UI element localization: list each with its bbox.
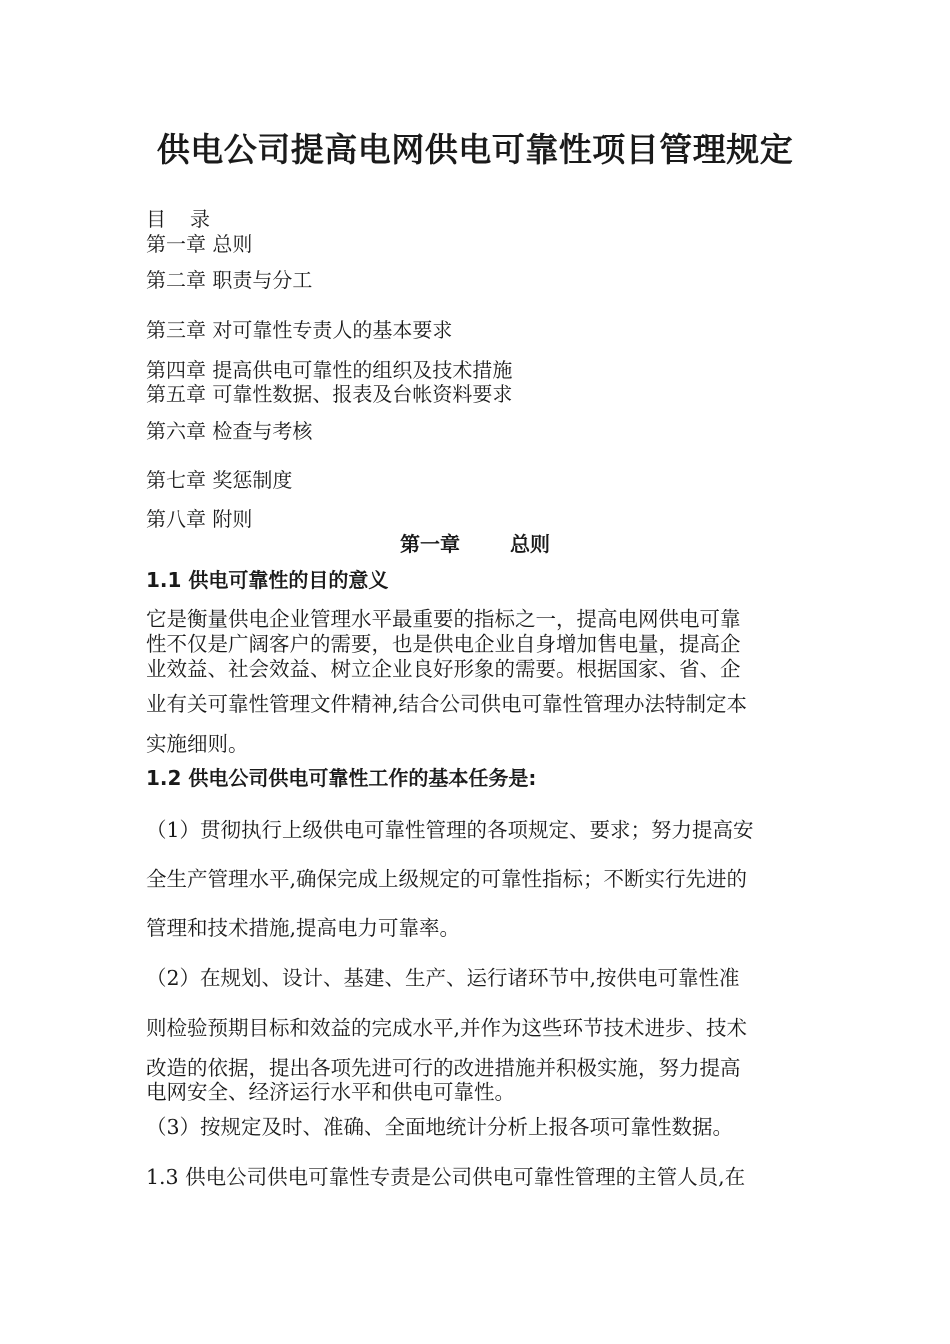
toc-item-chapter-8: 第八章 附则 (146, 507, 253, 531)
toc-item-chapter-7: 第七章 奖惩制度 (146, 468, 293, 492)
paragraph-line: （2）在规划、设计、基建、生产、运行诸环节中,按供电可靠性准 (146, 966, 740, 990)
document-title: 供电公司提高电网供电可靠性项目管理规定 (156, 130, 794, 169)
paragraph-line: 全生产管理水平,确保完成上级规定的可靠性指标；不断实行先进的 (146, 867, 748, 891)
toc-item-chapter-3: 第三章 对可靠性专责人的基本要求 (146, 318, 453, 342)
paragraph-line: 性不仅是广阔客户的需要，也是供电企业自身增加售电量，提高企 (146, 632, 741, 656)
paragraph-line: 它是衡量供电企业管理水平最重要的指标之一，提高电网供电可靠 (146, 607, 741, 631)
paragraph-line: 则检验预期目标和效益的完成水平,并作为这些环节技术进步、技术 (146, 1016, 748, 1040)
paragraph-line: （3）按规定及时、准确、全面地统计分析上报各项可靠性数据。 (146, 1115, 734, 1139)
paragraph-line: 业效益、社会效益、树立企业良好形象的需要。根据国家、省、企 (146, 657, 741, 681)
paragraph-line: 业有关可靠性管理文件精神,结合公司供电可靠性管理办法特制定本 (146, 692, 748, 716)
toc-item-chapter-4: 第四章 提高供电可靠性的组织及技术措施 (146, 358, 513, 382)
paragraph-line: 改造的依据，提出各项先进可行的改进措施并积极实施，努力提高 (146, 1056, 741, 1080)
chapter-heading (0, 530, 950, 558)
chapter-number: 第一章 (400, 532, 460, 556)
paragraph-line: 1.3 供电公司供电可靠性专责是公司供电可靠性管理的主管人员,在 (146, 1165, 746, 1189)
paragraph-line: 电网安全、经济运行水平和供电可靠性。 (146, 1080, 515, 1104)
section-heading-1-1: 1.1 供电可靠性的目的意义 (146, 568, 389, 592)
toc-item-chapter-5: 第五章 可靠性数据、报表及台帐资料要求 (146, 382, 513, 406)
toc-item-chapter-6: 第六章 检查与考核 (146, 419, 313, 443)
section-heading-1-2: 1.2 供电公司供电可靠性工作的基本任务是: (146, 766, 537, 790)
paragraph-line: 管理和技术措施,提高电力可靠率。 (146, 916, 461, 940)
paragraph-line: 实施细则。 (146, 732, 249, 756)
paragraph-line: （1）贯彻执行上级供电可靠性管理的各项规定、要求；努力提高安 (146, 818, 754, 842)
toc-heading: 目录 (146, 207, 234, 231)
toc-item-chapter-2: 第二章 职责与分工 (146, 268, 313, 292)
toc-item-chapter-1: 第一章 总则 (146, 232, 253, 256)
chapter-name: 总则 (510, 532, 550, 556)
